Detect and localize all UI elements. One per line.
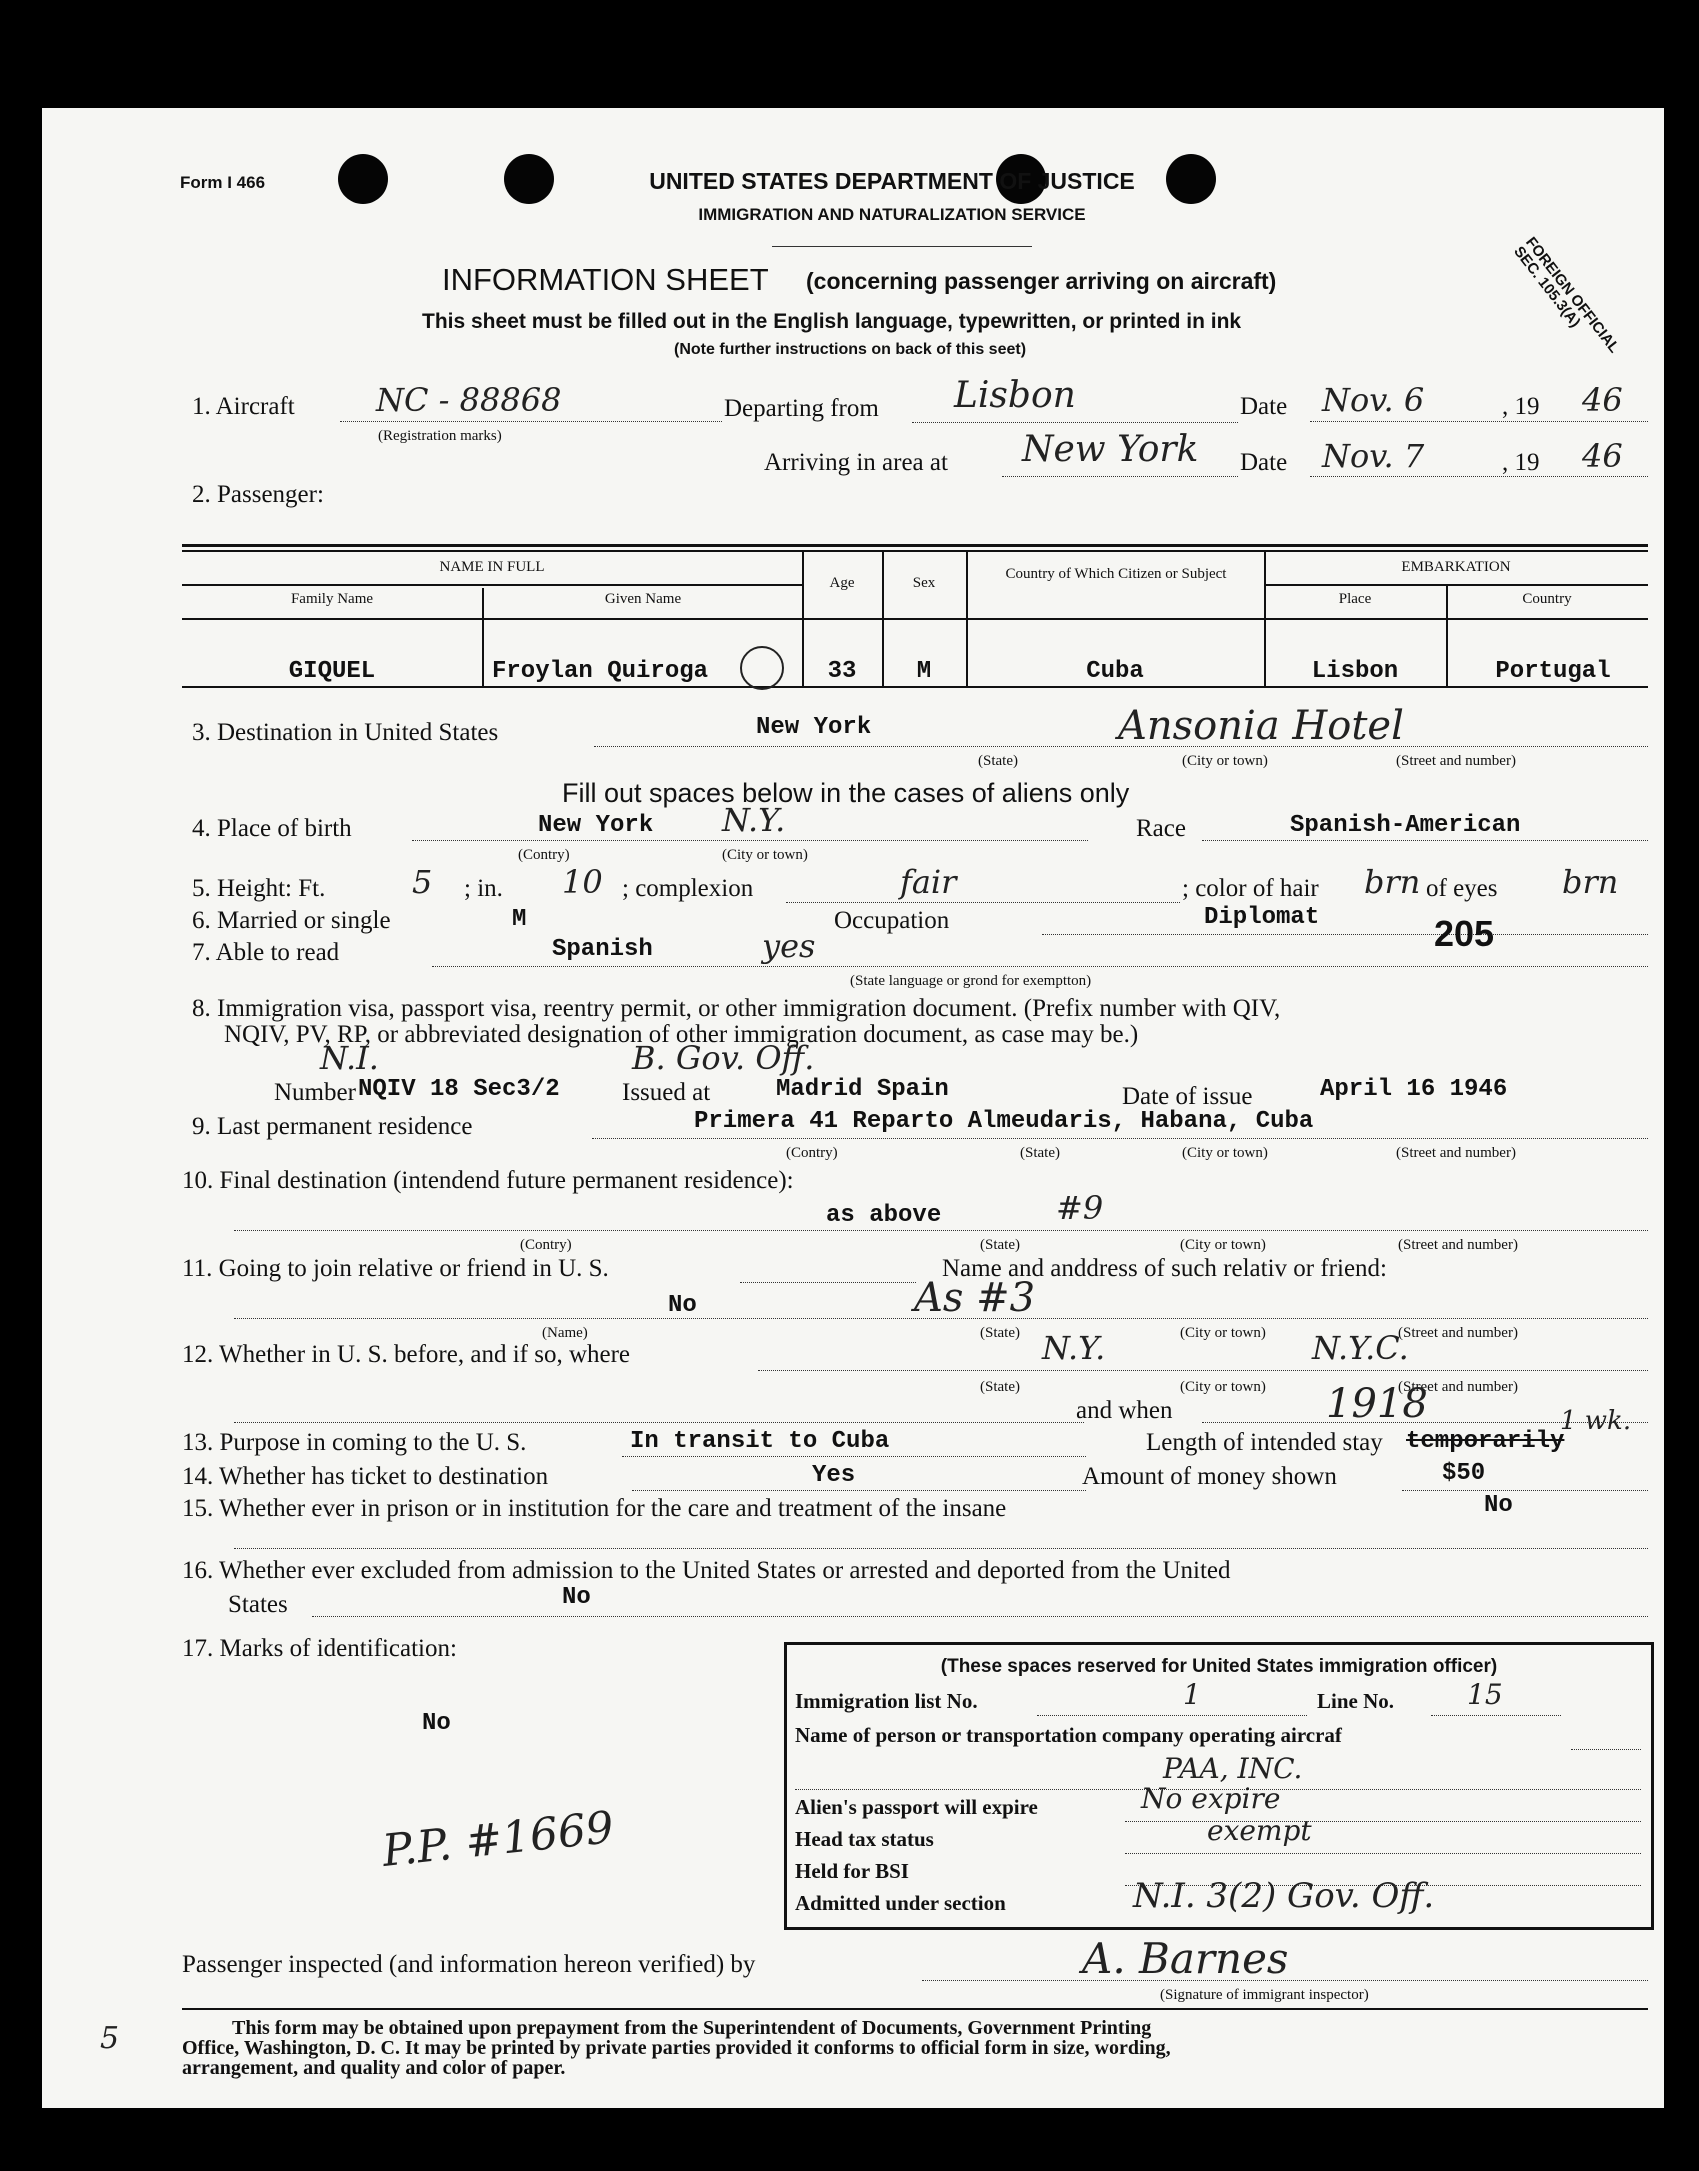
citizen-header: Country of Which Citizen or Subject [1005, 566, 1227, 582]
depart-year-prefix: , 19 [1502, 393, 1540, 420]
street-caption: (Street and number) [1398, 1325, 1518, 1341]
final-destination-label: 10. Final destination (intendend future permanent residence): [182, 1167, 794, 1194]
name-caption: (Name) [542, 1325, 588, 1341]
punch-hole [504, 154, 554, 204]
hair-value: brn [1364, 863, 1421, 901]
table-header-rule [182, 618, 1648, 620]
sheet-title: INFORMATION SHEET [442, 262, 769, 297]
age-header: Age [829, 575, 855, 591]
given-name-header: Given Name [604, 591, 682, 607]
excluded-value: No [562, 1584, 591, 1611]
arrive-year: 46 [1582, 437, 1623, 475]
visa-line2: NQIV, PV, RP, or abbreviated designation of other immigration document, as case may be.) [224, 1021, 1139, 1048]
ticket-value: Yes [812, 1462, 856, 1489]
occupation-label: Occupation [834, 907, 950, 934]
signature-line [922, 1980, 1648, 1981]
and-when-value: 1918 [1326, 1381, 1428, 1427]
excluded-line1: 16. Whether ever excluded from admission to the United States or arrested and deported from the United [182, 1557, 1231, 1584]
contry-caption: (Contry) [518, 847, 570, 863]
read-line [432, 966, 1648, 967]
visa-number: NQIV 18 Sec3/2 [358, 1076, 560, 1103]
money-line [1402, 1490, 1648, 1491]
note-text: (Note further instructions on back of this seet) [674, 341, 1027, 358]
officer-box-title: (These spaces reserved for United States immigration officer) [940, 1656, 1498, 1677]
purpose-label: 13. Purpose in coming to the U. S. [182, 1429, 527, 1456]
contry-caption: (Contry) [786, 1145, 838, 1161]
depart-year: 46 [1582, 381, 1623, 419]
table-header-rule [1264, 584, 1648, 586]
embark-country-cell: Portugal [1495, 658, 1611, 685]
destination-label: 3. Destination in United States [192, 719, 499, 746]
where-line [234, 1422, 1084, 1423]
race-label: Race [1136, 815, 1186, 842]
marks-label: 17. Marks of identification: [182, 1635, 457, 1662]
table-top-rule [182, 550, 1648, 552]
read-language: Spanish [552, 936, 653, 963]
header-rule [772, 246, 1032, 247]
birth-city: N.Y. [722, 801, 786, 839]
line-no-label: Line No. [1317, 1689, 1395, 1713]
form-sheet [42, 108, 1664, 2108]
state-caption: (State) [980, 1237, 1020, 1253]
line-no-value: 15 [1467, 1678, 1503, 1711]
line-no-line [1431, 1715, 1561, 1716]
language-caption: (State language or grond for exemptton) [850, 973, 1092, 989]
final-destination-hand: #9 [1056, 1189, 1104, 1227]
visa-hand-a: N.I. [320, 1039, 379, 1077]
length-stay-label: Length of intended stay [1146, 1429, 1383, 1456]
service-title: IMMIGRATION AND NATURALIZATION SERVICE [698, 205, 1086, 224]
birth-country: New York [538, 812, 654, 839]
footer-rule [182, 2008, 1648, 2010]
eyes-value: brn [1562, 863, 1619, 901]
aircraft-label: 1. Aircraft [192, 393, 295, 420]
list-no-line [1037, 1715, 1307, 1716]
in-us-before-label: 12. Whether in U. S. before, and if so, where [182, 1341, 631, 1368]
age-cell: 33 [827, 658, 857, 685]
operator-line [1571, 1749, 1641, 1750]
city-caption: (City or town) [1180, 1237, 1266, 1253]
name-in-full-header: NAME IN FULL [439, 559, 545, 575]
read-answer: yes [762, 927, 816, 965]
contry-caption: (Contry) [520, 1237, 572, 1253]
relative-line [234, 1318, 1648, 1319]
given-name-cell: Froylan Quiroga [492, 658, 709, 685]
head-tax-label: Head tax status [795, 1827, 934, 1851]
issue-date: April 16 1946 [1320, 1076, 1508, 1103]
footer-line3: arrangement, and quality and color of paper. [182, 2057, 566, 2079]
occupation-value: Diplomat [1204, 904, 1320, 931]
street-caption: (Street and number) [1396, 1145, 1516, 1161]
complexion-label: ; complexion [622, 875, 754, 902]
destination-hotel: Ansonia Hotel [1118, 703, 1404, 749]
last-residence-value: Primera 41 Reparto Almeudaris, Habana, Cuba [694, 1108, 1314, 1135]
arrive-date-line [1310, 476, 1648, 477]
height-label: 5. Height: Ft. [192, 875, 326, 902]
state-caption: (State) [980, 1325, 1020, 1341]
admitted-value: N.I. 3(2) Gov. Off. [1133, 1876, 1435, 1916]
list-no-value: 1 [1183, 1678, 1201, 1711]
prison-label: 15. Whether ever in prison or in institution for the care and treatment of the insane [182, 1495, 1007, 1522]
eyes-label: of eyes [1426, 875, 1498, 902]
join-relative-hand: As #3 [914, 1275, 1036, 1321]
date-label: Date [1240, 449, 1288, 476]
city-caption: (City or town) [1180, 1325, 1266, 1341]
table-bottom-rule [182, 686, 1648, 688]
citizen-cell: Cuba [1086, 658, 1144, 685]
city-caption: (City or town) [722, 847, 808, 863]
passport-expire-line [1125, 1821, 1641, 1822]
circle-mark [740, 646, 784, 690]
state-caption: (State) [1020, 1145, 1060, 1161]
street-caption: (Street and number) [1396, 753, 1516, 769]
prison-value: No [1484, 1492, 1513, 1519]
complexion-value: fair [900, 863, 957, 901]
length-stay-hand: 1 wk. [1560, 1406, 1632, 1436]
officer-box [784, 1642, 1654, 1930]
height-inches: 10 [562, 863, 603, 901]
married-value: M [512, 906, 527, 933]
issued-at-label: Issued at [622, 1079, 711, 1106]
footer-line2: Office, Washington, D. C. It may be printed by private parties provided it conforms to official form in size, wording, [182, 2037, 1171, 2059]
read-label: 7. Able to read [192, 939, 340, 966]
aircraft-line [340, 421, 722, 422]
department-title: UNITED STATES DEPARTMENT OF JUSTICE [649, 168, 1135, 194]
join-relative-label: 11. Going to join relative or friend in U. S. [182, 1255, 609, 1282]
state-caption: (State) [978, 753, 1018, 769]
date-label: Date [1240, 393, 1288, 420]
bsi-label: Held for BSI [795, 1859, 909, 1883]
arriving-at: New York [1022, 429, 1199, 470]
aliens-only-heading: Fill out spaces below in the cases of aliens only [562, 778, 1130, 808]
destination-line [594, 746, 1648, 747]
race-line [1202, 840, 1648, 841]
depart-date-line [1310, 421, 1648, 422]
marks-value: No [422, 1710, 451, 1737]
place-header: Place [1338, 591, 1372, 607]
head-tax-value: exempt [1207, 1814, 1312, 1847]
excluded-line [312, 1616, 1648, 1617]
margin-mark: 5 [100, 2021, 120, 2056]
visa-hand-b: B. Gov. Off. [632, 1039, 815, 1077]
birth-label: 4. Place of birth [192, 815, 352, 842]
issued-at-value: Madrid Spain [776, 1076, 949, 1103]
family-name-cell: GIQUEL [288, 658, 376, 685]
in-us-before-line [758, 1370, 1648, 1371]
inspector-signature: A. Barnes [1082, 1934, 1289, 1983]
inspected-label: Passenger inspected (and information hereon verified) by [182, 1951, 756, 1978]
join-relative-value: No [668, 1292, 697, 1319]
stamped-number: 205 [1434, 913, 1495, 954]
passport-hand: P.P. #1669 [379, 1802, 617, 1877]
prison-line [234, 1548, 1648, 1549]
and-when-label: and when [1076, 1397, 1173, 1424]
last-residence-label: 9. Last permanent residence [192, 1113, 473, 1140]
city-caption: (City or town) [1182, 1145, 1268, 1161]
embarkation-header: EMBARKATION [1401, 559, 1511, 575]
form-number: Form I 466 [180, 173, 266, 192]
arriving-label: Arriving in area at [764, 449, 948, 476]
head-tax-line [1125, 1853, 1641, 1854]
visa-number-label: Number [274, 1079, 356, 1106]
in-us-before-city: N.Y.C. [1312, 1329, 1409, 1367]
ticket-line [632, 1490, 1086, 1491]
street-caption: (Street and number) [1398, 1379, 1518, 1395]
foreign-official-stamp: FOREIGN OFFICIAL SEC. 105.3(A) [1510, 234, 1623, 356]
join-relative-line [740, 1282, 916, 1283]
final-destination-line [234, 1230, 1648, 1231]
list-no-label: Immigration list No. [795, 1689, 978, 1713]
purpose-value: In transit to Cuba [630, 1428, 890, 1455]
passenger-label: 2. Passenger: [192, 481, 324, 508]
city-caption: (City or town) [1182, 753, 1268, 769]
departing-from: Lisbon [954, 375, 1076, 416]
admitted-label: Admitted under section [795, 1891, 1006, 1915]
passport-expire-value: No expire [1141, 1782, 1281, 1815]
sheet-subtitle: (concerning passenger arriving on aircraft) [806, 268, 1277, 294]
table-header-rule [182, 584, 802, 586]
instruction-text: This sheet must be filled out in the English language, typewritten, or printed in ink [422, 310, 1242, 333]
arriving-line [1002, 476, 1238, 477]
departing-label: Departing from [724, 395, 879, 422]
registration-caption: (Registration marks) [378, 428, 502, 444]
state-caption: (State) [980, 1379, 1020, 1395]
passport-expire-label: Alien's passport will expire [795, 1795, 1038, 1819]
inches-label: ; in. [464, 875, 503, 902]
signature-caption: (Signature of immigrant inspector) [1160, 1987, 1369, 2003]
race-value: Spanish-American [1290, 812, 1521, 839]
destination-state: New York [756, 714, 872, 741]
height-feet: 5 [412, 863, 433, 901]
married-label: 6. Married or single [192, 907, 391, 934]
family-name-header: Family Name [290, 591, 374, 607]
city-caption: (City or town) [1180, 1379, 1266, 1395]
visa-line1: 8. Immigration visa, passport visa, reentry permit, or other immigration document. (Prefix number with QIV, [192, 995, 1281, 1022]
country-header: Country [1522, 591, 1572, 607]
final-destination-value: as above [826, 1202, 942, 1229]
issue-date-label: Date of issue [1122, 1083, 1253, 1110]
street-caption: (Street and number) [1398, 1237, 1518, 1253]
departing-line [912, 422, 1238, 423]
punch-hole [338, 154, 388, 204]
depart-date: Nov. 6 [1322, 381, 1425, 419]
footer-line1: This form may be obtained upon prepayment from the Superintendent of Documents, Government Printing [232, 2017, 1152, 2039]
embark-place-cell: Lisbon [1311, 658, 1399, 685]
table-top-rule [182, 544, 1648, 547]
sex-cell: M [916, 658, 932, 685]
relative-name-label: Name and anddress of such relativ or friend: [942, 1255, 1387, 1282]
operator-value: PAA, INC. [1163, 1752, 1303, 1785]
arrive-date: Nov. 7 [1322, 437, 1425, 475]
length-stay-struck: temporarily [1406, 1428, 1565, 1455]
aircraft-registration: NC - 88868 [376, 381, 562, 419]
hair-label: ; color of hair [1182, 875, 1319, 902]
ticket-label: 14. Whether has ticket to destination [182, 1463, 549, 1490]
sex-header: Sex [912, 575, 936, 591]
last-residence-line [592, 1138, 1648, 1139]
birth-line [412, 840, 1088, 841]
operator-label: Name of person or transportation company operating aircraf [795, 1723, 1342, 1747]
money-value: $50 [1442, 1460, 1486, 1487]
complexion-line [786, 902, 1180, 903]
occupation-line [1042, 934, 1648, 935]
in-us-before-state: N.Y. [1042, 1329, 1106, 1367]
money-label: Amount of money shown [1082, 1463, 1337, 1490]
excluded-line2: States [228, 1591, 288, 1618]
purpose-line [622, 1456, 1086, 1457]
arrive-year-prefix: , 19 [1502, 449, 1540, 476]
